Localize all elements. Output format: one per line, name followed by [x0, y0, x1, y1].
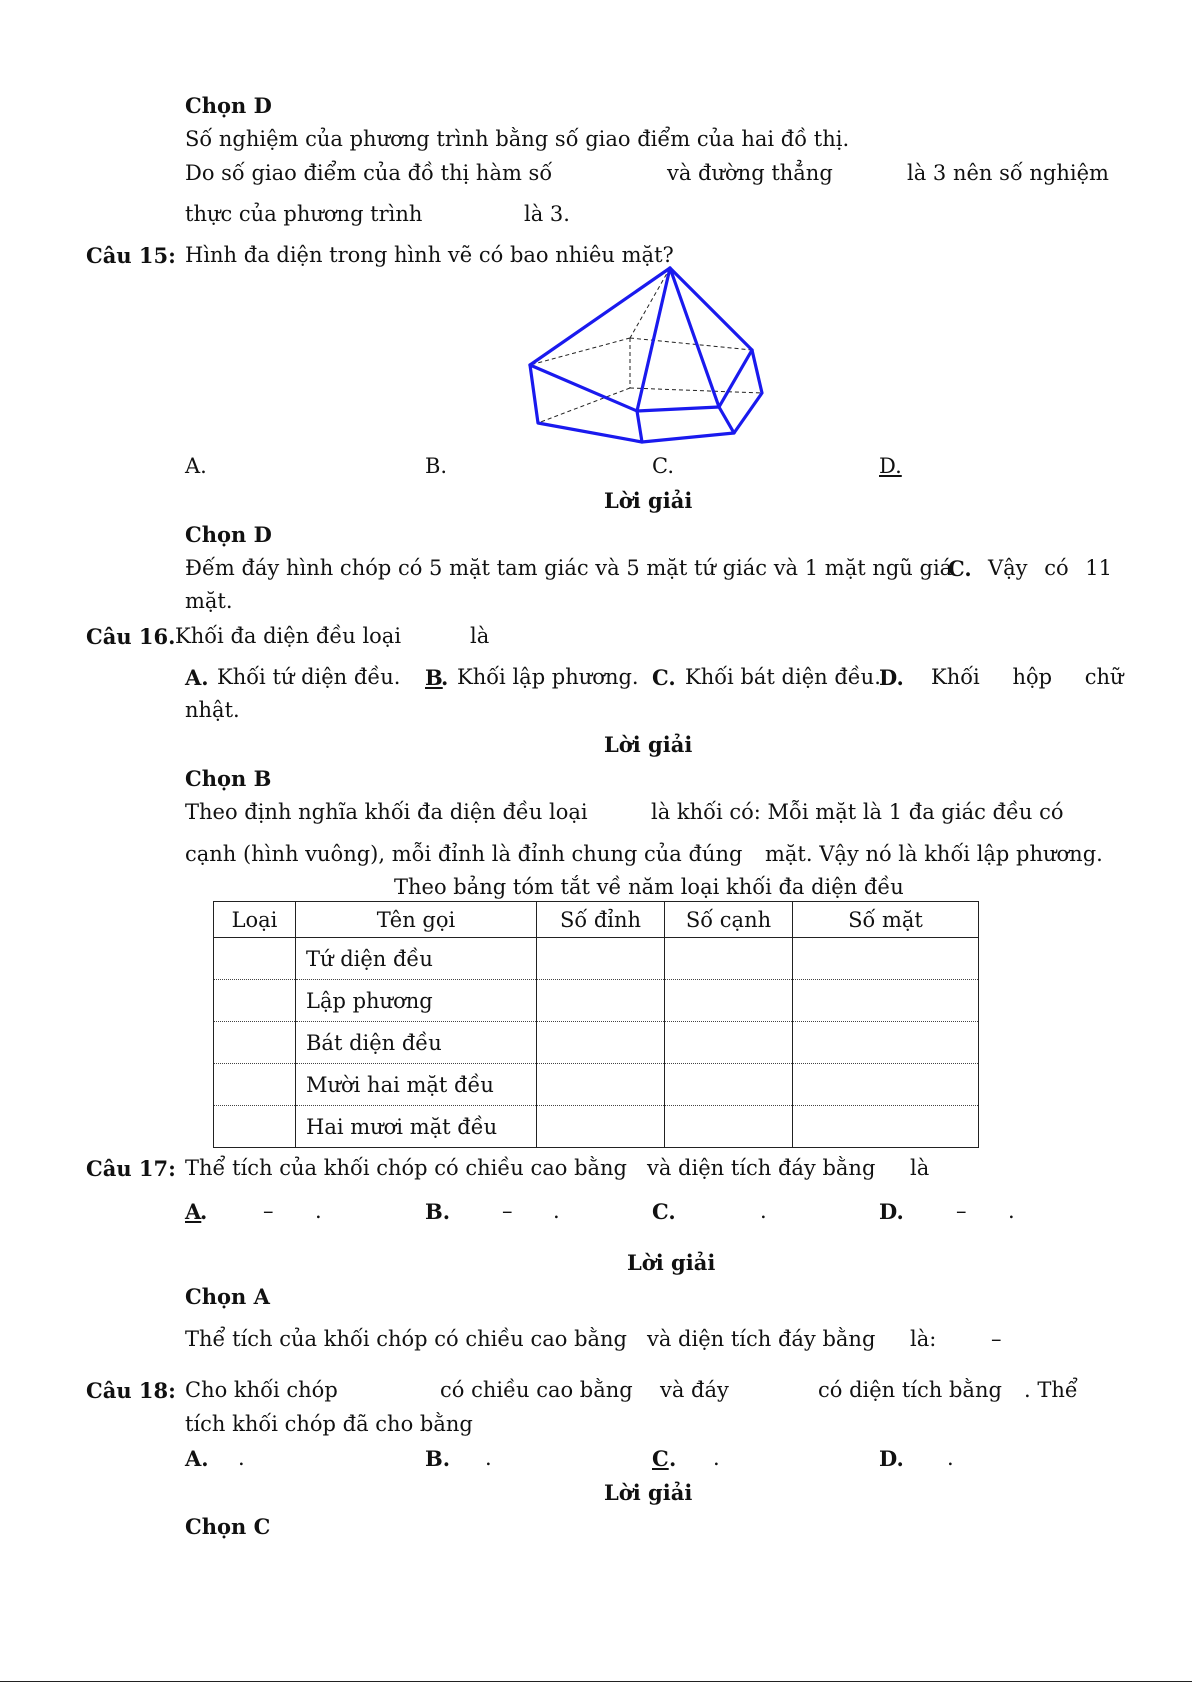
- visible-edges: [530, 268, 762, 442]
- q15-choose: Chọn D: [185, 522, 272, 547]
- q16-label: Câu 16.: [86, 624, 176, 649]
- q17-option-d-end: .: [1008, 1199, 1015, 1223]
- q16-option-a-text[interactable]: Khối tứ diện đều.: [217, 665, 401, 689]
- q16-expl2b: mặt. Vậy nó là khối lập phương.: [765, 842, 1103, 866]
- q17-option-b-frac: –: [502, 1199, 513, 1223]
- q14-line3a: thực của phương trình: [185, 202, 423, 226]
- q18-option-c-end: .: [713, 1446, 720, 1470]
- q14-line2a: Do số giao điểm của đồ thị hàm số: [185, 161, 553, 185]
- q18-option-a-end: .: [238, 1446, 245, 1470]
- table-header-cell: Số mặt: [793, 902, 979, 938]
- table-cell-name: Lập phương: [296, 980, 537, 1022]
- q17-option-c-label[interactable]: C.: [652, 1199, 676, 1224]
- table-row: [214, 1106, 979, 1148]
- table-row: [214, 980, 979, 1022]
- q16-text-b: là: [470, 624, 490, 648]
- q18-text2: tích khối chóp đã cho bằng: [185, 1412, 473, 1436]
- q17-option-a-dot: .: [200, 1199, 208, 1224]
- q17-option-a-label[interactable]: A: [185, 1199, 202, 1224]
- q16-option-c-text[interactable]: Khối bát diện đều.: [685, 665, 881, 689]
- q15-solution-title: Lời giải: [604, 488, 693, 513]
- q15-text: Hình đa diện trong hình vẽ có bao nhiêu mặt?: [185, 243, 674, 267]
- table-row: [214, 1022, 979, 1064]
- table-row: [214, 938, 979, 980]
- q17-text-c: là: [910, 1156, 930, 1180]
- q18-option-a-label[interactable]: A.: [185, 1446, 209, 1471]
- q14-line2b: và đường thẳng: [667, 161, 833, 185]
- q15-expl2: mặt.: [185, 589, 233, 613]
- polyhedron-figure: [520, 262, 770, 452]
- q16-solution-title: Lời giải: [604, 732, 693, 757]
- q17-expl-b: và diện tích đáy bằng: [647, 1327, 876, 1351]
- q18-option-c-label[interactable]: C: [652, 1446, 669, 1471]
- q16-expl2a: cạnh (hình vuông), mỗi đỉnh là đỉnh chung của đúng: [185, 842, 743, 866]
- table-header-cell: Số đỉnh: [537, 902, 665, 938]
- q15-expl1-end: Vậy có 11: [988, 556, 1113, 580]
- q18-choose: Chọn C: [185, 1514, 271, 1539]
- q15-option-c[interactable]: C.: [652, 454, 674, 478]
- table-cell-name: Hai mươi mặt đều: [296, 1106, 537, 1148]
- q16-expl1b: là khối có: Mỗi mặt là 1 đa giác đều có: [651, 800, 1064, 824]
- table-cell-name: Mười hai mặt đều: [296, 1064, 537, 1106]
- q16-option-b-text[interactable]: Khối lập phương.: [457, 665, 639, 689]
- table-header-cell: Loại: [214, 902, 296, 938]
- q17-option-d-frac: –: [956, 1199, 967, 1223]
- polyhedra-summary-table: [213, 901, 979, 1148]
- q15-label: Câu 15:: [86, 243, 176, 268]
- table-cell-name: Tứ diện đều: [296, 938, 537, 980]
- q18-text-a: Cho khối chóp: [185, 1378, 338, 1402]
- q16-text-a: Khối đa diện đều loại: [175, 624, 402, 648]
- q17-option-b-label[interactable]: B.: [425, 1199, 451, 1224]
- q17-option-a-frac: –: [263, 1199, 274, 1223]
- q17-option-d-label[interactable]: D.: [879, 1199, 904, 1224]
- q18-text-d: có diện tích bằng: [818, 1378, 1002, 1402]
- q15-option-b[interactable]: B.: [425, 454, 448, 478]
- q18-text-b: có chiều cao bằng: [440, 1378, 633, 1402]
- q17-expl-a: Thể tích của khối chóp có chiều cao bằng: [185, 1327, 627, 1351]
- page-bottom-rule: [0, 1681, 1192, 1682]
- hidden-edges: [530, 268, 762, 423]
- table-cell-name: Bát diện đều: [296, 1022, 537, 1064]
- q17-solution-title: Lời giải: [627, 1250, 716, 1275]
- q16-option-d-text[interactable]: Khối hộp chữ: [931, 665, 1124, 689]
- q17-choose: Chọn A: [185, 1284, 270, 1309]
- q14-line3b: là 3.: [524, 202, 570, 226]
- table-header-cell: Số cạnh: [665, 902, 793, 938]
- q15-option-d[interactable]: D.: [879, 454, 902, 478]
- q14-choose: Chọn D: [185, 93, 272, 118]
- q17-expl-frac: –: [991, 1327, 1002, 1351]
- q16-option-b-dot: .: [441, 665, 449, 690]
- q18-label: Câu 18:: [86, 1378, 176, 1403]
- q15-expl1: Đếm đáy hình chóp có 5 mặt tam giác và 5 mặt tứ giác và 1 mặt ngũ giá: [185, 556, 953, 580]
- table-header-row: [214, 902, 979, 938]
- q16-choose: Chọn B: [185, 766, 272, 791]
- q16-option-a-label[interactable]: A.: [185, 665, 209, 690]
- q17-label: Câu 17:: [86, 1156, 176, 1181]
- q14-line1: Số nghiệm của phương trình bằng số giao điểm của hai đồ thị.: [185, 127, 850, 151]
- q18-option-b-end: .: [485, 1446, 492, 1470]
- q16-option-d-text2: nhật.: [185, 698, 240, 722]
- q18-option-b-label[interactable]: B.: [425, 1446, 451, 1471]
- q18-solution-title: Lời giải: [604, 1480, 693, 1505]
- q15-option-a[interactable]: A.: [185, 454, 207, 478]
- q17-option-a-end: .: [315, 1199, 322, 1223]
- q16-option-b-label[interactable]: B: [425, 665, 443, 690]
- q16-option-c-label[interactable]: C.: [652, 665, 676, 690]
- q16-option-d-label[interactable]: D.: [879, 665, 904, 690]
- table-header-cell: Tên gọi: [296, 902, 537, 938]
- q15-expl1-c: C.: [948, 556, 972, 581]
- q17-text-b: và diện tích đáy bằng: [647, 1156, 876, 1180]
- q14-line2c: là 3 nên số nghiệm: [907, 161, 1109, 185]
- q18-option-d-label[interactable]: D.: [879, 1446, 904, 1471]
- q17-option-c-end: .: [760, 1199, 767, 1223]
- q16-expl1a: Theo định nghĩa khối đa diện đều loại: [185, 800, 588, 824]
- q18-text-e: . Thể: [1024, 1378, 1078, 1402]
- q16-table-caption: Theo bảng tóm tắt về năm loại khối đa diện đều: [394, 875, 904, 899]
- q17-option-b-end: .: [553, 1199, 560, 1223]
- table-row: [214, 1064, 979, 1106]
- q18-option-c-dot: .: [669, 1446, 677, 1471]
- q17-text-a: Thể tích của khối chóp có chiều cao bằng: [185, 1156, 627, 1180]
- q18-text-c: và đáy: [660, 1378, 729, 1402]
- q17-expl-c: là:: [910, 1327, 937, 1351]
- q18-option-d-end: .: [947, 1446, 954, 1470]
